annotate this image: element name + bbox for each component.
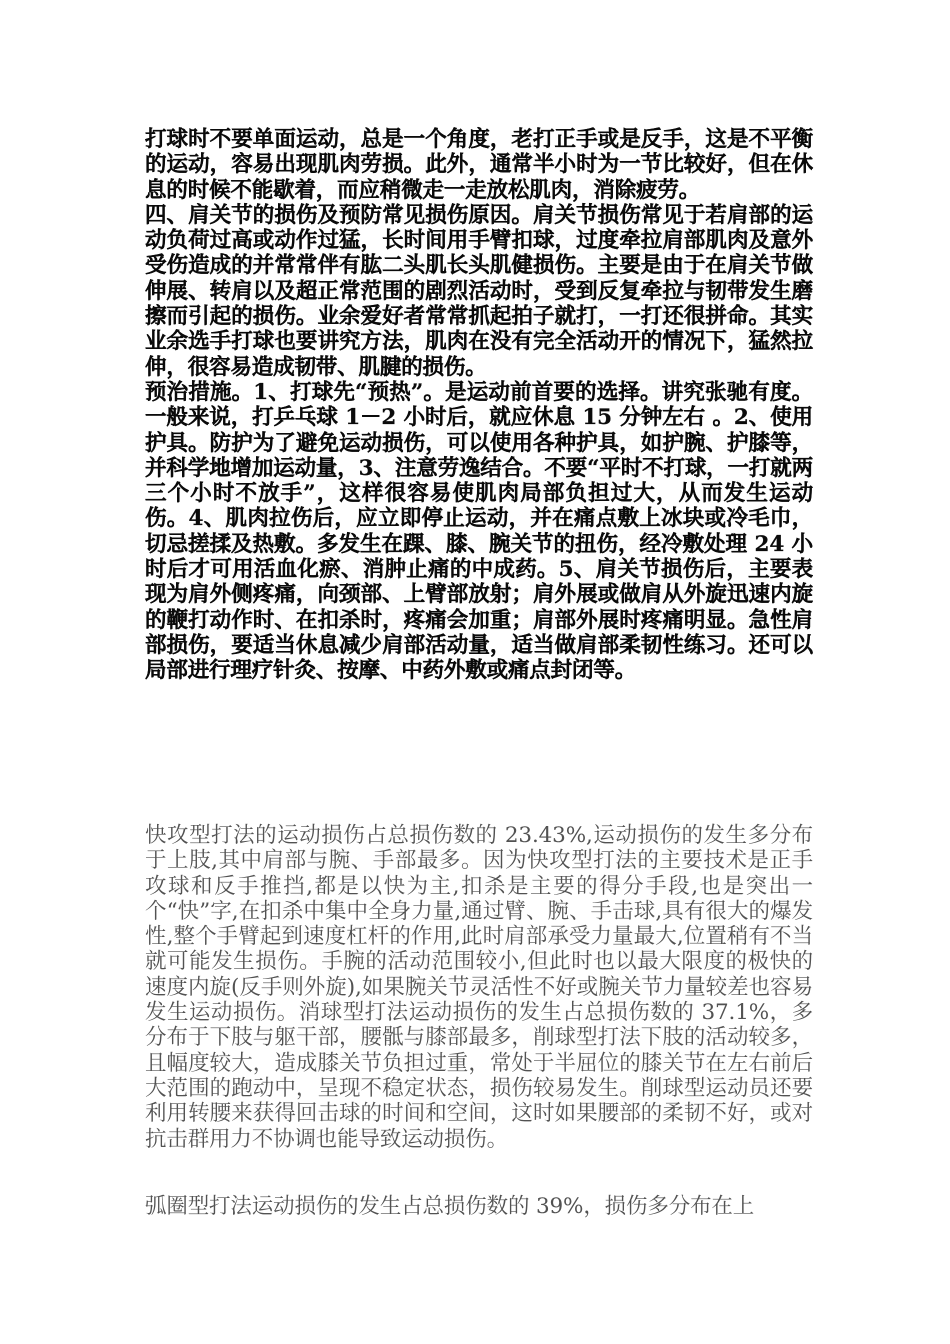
- play-style-injury-section: [145, 823, 813, 1152]
- paragraph-loop-style: 弧圈型打法运动损伤的发生占总损伤数的 39%，损伤多分布在上: [145, 1194, 755, 1219]
- loop-style-injury-section: [145, 1194, 813, 1219]
- paragraph-attack-chop-styles: 快攻型打法的运动损伤占总损伤数的 23.43%,运动损伤的发生多分布于上肢,其中肩部与腕、手部最多。因为快攻型打法的主要技术是正手攻球和反手推挡,都是以快为主,扣杀是主要的得分手段,也是突出一个“快”字,在扣杀中集中全身力量,通过臂、腕、手击球,具有很大的爆发性,整个手臂起到速度杠杆的作用,此时肩部承受力量最大,位置稍有不当就可能发生损伤。手腕的活动范围较小,但此时也以最大限度的极快的速度内旋(反手则外旋),如果腕关节灵活性不好或腕关节力量较差也容易发生运动损伤。消球型打法运动损伤的发生占总损伤数的 37.1%，多分布于下肢与躯干部，腰骶与膝部最多，削球型打法下肢的活动较多，且幅度较大，造成膝关节负担过重，常处于半屈位的膝关节在左右前后大范围的跑动中，呈现不稳定状态，损伤较易发生。削球型运动员还要利用转腰来获得回击球的时间和空间，这时如果腰部的柔韧不好，或对抗击群用力不协调也能导致运动损伤。: [145, 823, 813, 1152]
- paragraph-balanced-play: 打球时不要单面运动，总是一个角度，老打正手或是反手，这是不平衡的运动，容易出现肌肉劳损。此外，通常半小时为一节比较好，但在休息的时候不能歇着，而应稍微走一走放松肌肉，消除疲劳。: [145, 127, 813, 203]
- shoulder-injury-section: [145, 127, 813, 684]
- paragraph-shoulder-injury-causes: 四、肩关节的损伤及预防常见损伤原因。肩关节损伤常见于若肩部的运动负荷过高或动作过猛，长时间用手臂扣球，过度牵拉肩部肌肉及意外受伤造成的并常常伴有肱二头肌长头肌健损伤。主要是由于在肩关节做伸展、转肩以及超正常范围的剧烈活动时，受到反复牵拉与韧带发生磨擦而引起的损伤。业余爱好者常常抓起拍子就打，一打还很拼命。其实业余选手打球也要讲究方法，肌肉在没有完全活动开的情况下，猛然拉伸，很容易造成韧带、肌腱的损伤。: [145, 202, 813, 380]
- paragraph-prevention-measures: 预治措施。1、打球先“预热”。是运动前首要的选择。讲究张驰有度。一般来说，打乒乓球 1－2 小时后，就应休息 15 分钟左右 。2、使用护具。防护为了避免运动损伤，可以使用各种护具，如护腕、护膝等，并科学地增加运动量，3、注意劳逸结合。不要“平时不打球，一打就两三个小时不放手”，这样很容易使肌肉局部负担过大，从而发生运动伤。4、肌肉拉伤后，应立即停止运动，并在痛点敷上冰块或冷毛巾，切忌搓揉及热敷。多发生在踝、膝、腕关节的扭伤，经冷敷处理 24 小时后才可用活血化瘀、消肿止痛的中成药。5、肩关节损伤后，主要表现为肩外侧疼痛，向颈部、上臂部放射；肩外展或做肩从外旋迅速内旋的鞭打动作时、在扣杀时，疼痛会加重；肩部外展时疼痛明显。急性肩部损伤，要适当休息减少肩部活动量，适当做肩部柔韧性练习。还可以局部进行理疗针灸、按摩、中药外敷或痛点封闭等。: [145, 379, 813, 684]
